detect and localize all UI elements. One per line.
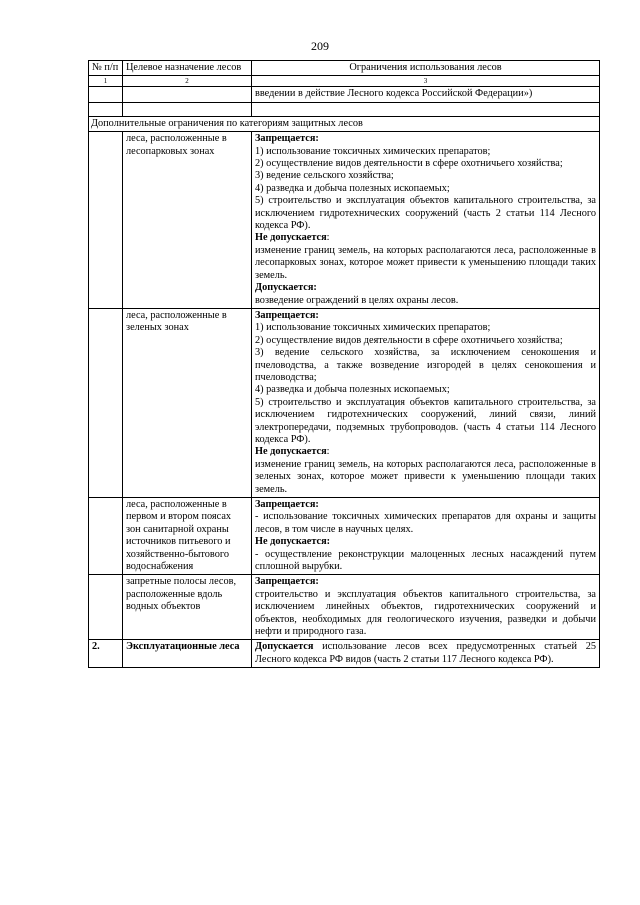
category-cell: запретные полосы лесов, расположенные вдоль водных объектов	[123, 575, 252, 640]
restriction-cell	[252, 308, 600, 497]
continuation-text: введении в действие Лесного кодекса Российской Федерации»)	[252, 87, 600, 102]
restriction-heading-text: Не допускается	[255, 446, 327, 458]
restriction-heading-text: Не допускается:	[255, 536, 331, 548]
restriction-line: изменение границ земель, на которых располагаются леса, расположенные в зеленых зонах, которое может привести к уменьшению площади таких земель.	[255, 458, 596, 495]
restriction-line: строительство и эксплуатация объектов капитального строительства, за исключением линейных объектов, гидротехнических сооружений и объектов, необходимых для геологического изучения, разведки и добычи нефти и природного газа.	[255, 588, 596, 638]
restriction-heading-text: Запрещается:	[255, 576, 319, 588]
section-2-text	[252, 640, 600, 668]
header-restrictions: Ограничения использования лесов	[252, 61, 600, 76]
restriction-heading	[255, 133, 596, 145]
restriction-line: - осуществление реконструкции малоценных лесных насаждений путем сплошной вырубки.	[255, 548, 596, 573]
restriction-line: 2) осуществление видов деятельности в сфере охотничьего хозяйства;	[255, 158, 563, 170]
category-cell: леса, расположенные в зеленых зонах	[123, 308, 252, 497]
table-row	[89, 308, 600, 497]
header-number: № п/п	[89, 61, 123, 76]
restriction-line: изменение границ земель, на которых располагаются леса, расположенные в лесопарковых зонах, которое может привести к уменьшению площади таких земель.	[255, 244, 596, 281]
restriction-heading-text: Запрещается:	[255, 309, 319, 321]
restriction-line: 2) осуществление видов деятельности в сфере охотничьего хозяйства;	[255, 334, 563, 346]
category-cell: леса, расположенные в первом и втором поясах зон санитарной охраны источников питьевого и хозяйственно-бытового водоснабжения	[123, 498, 252, 575]
spacer-row	[89, 102, 600, 116]
column-number-2: 2	[123, 76, 252, 87]
restriction-heading	[255, 499, 596, 511]
restriction-cell	[252, 498, 600, 575]
additional-restrictions-title: Дополнительные ограничения по категориям защитных лесов	[89, 116, 600, 131]
additional-restrictions-header	[89, 116, 600, 131]
restriction-line: 3) ведение сельского хозяйства;	[255, 170, 394, 182]
table-row	[89, 132, 600, 309]
restriction-heading	[255, 232, 596, 244]
restriction-cell	[252, 132, 600, 309]
table-row	[89, 575, 600, 640]
restriction-heading-text: Допускается:	[255, 282, 317, 294]
restriction-heading-text: Запрещается:	[255, 499, 319, 510]
continuation-row	[89, 87, 600, 102]
section-2-number: 2.	[89, 640, 123, 668]
restriction-heading-suffix: :	[326, 232, 330, 244]
header-purpose: Целевое назначение лесов	[123, 61, 252, 76]
restriction-heading	[255, 576, 596, 588]
section-2-lead: Допускается	[255, 641, 314, 653]
restriction-line: 3) ведение сельского хозяйства, за исключением сенокошения и пчеловодства, а также возведение изгородей в целях сенокошения и пчеловодства;	[255, 347, 596, 383]
restrictions-table	[88, 60, 600, 668]
section-2-row	[89, 640, 600, 668]
restriction-line: 1) использование токсичных химических препаратов;	[255, 145, 491, 157]
column-number-row	[89, 76, 600, 87]
restriction-line: 5) строительство и эксплуатация объектов капитального строительства, за исключением гидротехнических сооружений, линий связи, линий электропередачи, подземных трубопроводов. (часть 4 статьи 114 Лесного кодекса РФ).	[255, 396, 596, 445]
restriction-heading-text: Не допускается	[255, 232, 327, 244]
restriction-line: 4) разведка и добыча полезных ископаемых;	[255, 182, 450, 194]
restriction-line: возведение ограждений в целях охраны лесов.	[255, 294, 459, 306]
restriction-cell	[252, 575, 600, 640]
restriction-line: - использование токсичных химических препаратов для охраны и защиты лесов, в том числе в научных целях.	[255, 511, 596, 535]
section-2-body: использование лесов всех предусмотренных статьей 25 Лесного кодекса РФ видов (часть 2 статьи 117 Лесного кодекса РФ).	[255, 641, 596, 665]
table-row	[89, 498, 600, 575]
restriction-heading	[255, 310, 596, 322]
table-header-row	[89, 61, 600, 76]
column-number-3: 3	[252, 76, 600, 87]
restriction-heading	[255, 446, 596, 458]
category-cell: леса, расположенные в лесопарковых зонах	[123, 132, 252, 309]
restriction-heading	[255, 536, 596, 548]
restriction-heading	[255, 282, 596, 294]
restriction-heading-suffix: :	[326, 446, 330, 458]
restriction-line: 1) использование токсичных химических препаратов;	[255, 322, 491, 334]
section-2-title: Эксплуатационные леса	[123, 640, 252, 668]
page-number: 209	[311, 39, 329, 53]
restriction-line: 5) строительство и эксплуатация объектов капитального строительства, за исключением гидротехнических сооружений (часть 2 статьи 114 Лесного кодекса РФ).	[255, 195, 596, 232]
restriction-line: 4) разведка и добыча полезных ископаемых;	[255, 384, 450, 396]
column-number-1: 1	[89, 76, 123, 87]
restriction-heading-text: Запрещается:	[255, 133, 319, 145]
